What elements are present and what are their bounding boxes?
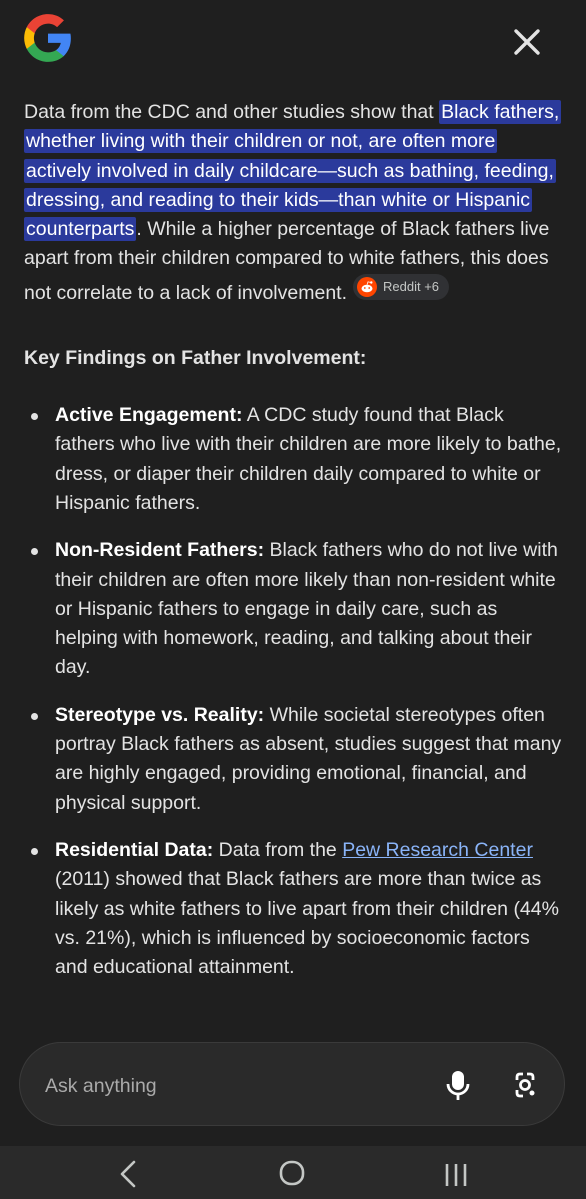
list-item bbox=[24, 401, 564, 518]
bullet-dot bbox=[31, 413, 38, 420]
list-item bbox=[24, 836, 564, 982]
bullet-dot bbox=[31, 548, 38, 555]
camera-lens-icon[interactable] bbox=[505, 1065, 545, 1105]
list-item bbox=[24, 536, 564, 682]
findings-list bbox=[24, 401, 564, 982]
finding-text: Black fathers who do not live with their children are often more likely than non-resident white or Hispanic fathers to engage in daily care, such as helping with homework, reading, and talking about their day. bbox=[55, 539, 558, 679]
source-chip-label: Reddit +6 bbox=[383, 278, 440, 294]
microphone-icon[interactable] bbox=[438, 1065, 478, 1105]
bullet-dot bbox=[31, 848, 38, 855]
google-g-icon[interactable] bbox=[22, 12, 74, 64]
finding-title: Active Engagement: bbox=[55, 404, 243, 427]
answer-content bbox=[24, 98, 564, 1000]
close-icon[interactable] bbox=[507, 22, 547, 62]
intro-continuation: . While a higher percentage of Black fathers live apart from their children compared to white fathers, this does not correlate to a lack of involvement. bbox=[24, 218, 550, 304]
ask-bar bbox=[19, 1042, 565, 1126]
finding-title: Residential Data: bbox=[55, 838, 214, 861]
finding-text: While societal stereotypes often portray Black fathers as absent, studies suggest that many are highly engaged, providing emotional, financial, and physical support. bbox=[55, 703, 562, 814]
finding-title: Stereotype vs. Reality: bbox=[55, 703, 265, 726]
reddit-icon bbox=[357, 277, 377, 297]
home-icon[interactable] bbox=[272, 1158, 312, 1190]
list-item bbox=[24, 701, 564, 818]
pew-research-link[interactable]: Pew Research Center bbox=[342, 838, 533, 861]
system-nav-bar bbox=[0, 1146, 586, 1199]
recents-icon[interactable] bbox=[436, 1158, 476, 1190]
finding-text: A CDC study found that Black fathers who live with their children are more likely to bathe, dress, or diaper their children daily compared to white or Hispanic fathers. bbox=[55, 404, 562, 514]
back-chevron-icon[interactable] bbox=[108, 1158, 148, 1190]
bullet-dot bbox=[31, 713, 38, 720]
intro-text: Data from the CDC and other studies show that bbox=[24, 101, 440, 123]
finding-text: Data from the bbox=[213, 838, 343, 861]
intro-paragraph bbox=[24, 98, 564, 308]
section-heading: Key Findings on Father Involvement: bbox=[24, 347, 367, 370]
finding-title: Non-Resident Fathers: bbox=[55, 539, 265, 562]
highlighted-answer: Black fathers, whether living with their children or not, are often more actively involved in daily childcare—such as bathing, feeding, dressing, and reading to their kids—than white or Hispanic counterparts bbox=[26, 101, 560, 241]
finding-text: (2011) showed that Black fathers are more than twice as likely as white fathers to live apart from their children (44% vs. 21%), which is influenced by socioeconomic factors and educational attainment. bbox=[55, 868, 559, 979]
ask-input[interactable] bbox=[43, 1067, 427, 1105]
source-chip[interactable] bbox=[353, 274, 449, 300]
